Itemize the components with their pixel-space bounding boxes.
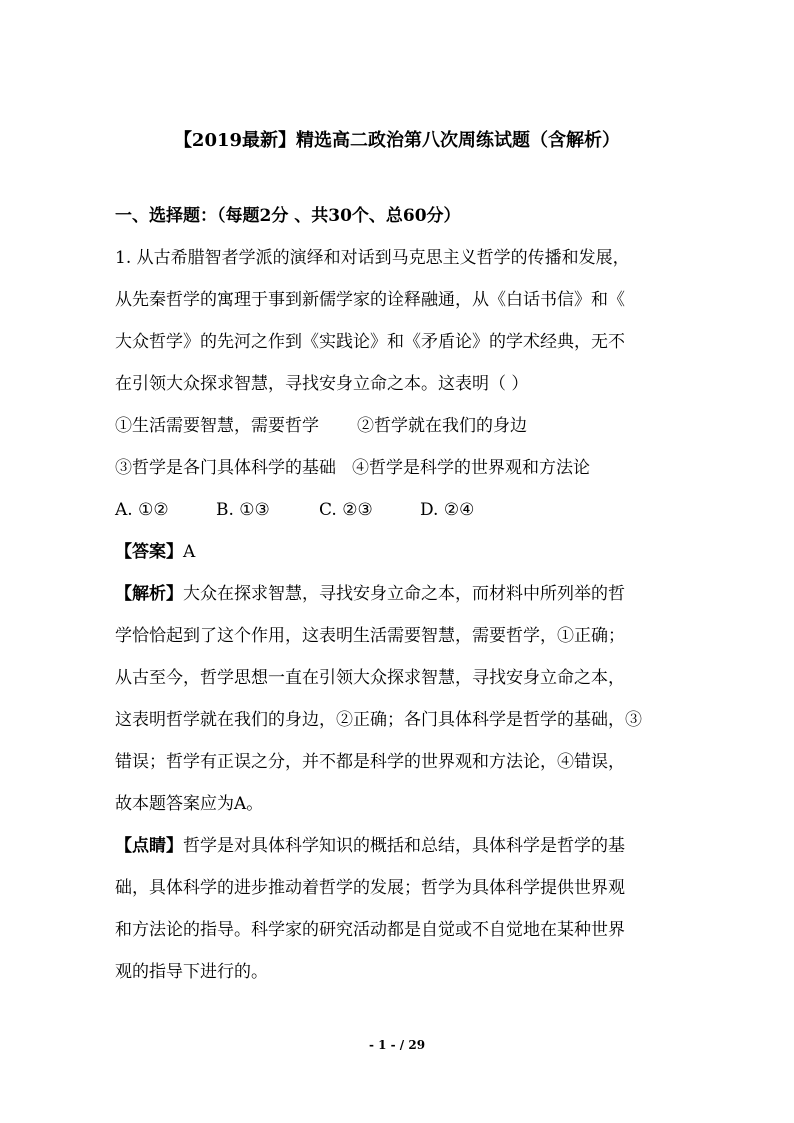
statement-4: ④哲学是科学的世界观和方法论 (352, 458, 590, 478)
commentary-line: 和方法论的指导。科学家的研究活动都是自觉或不自觉地在某种世界 (115, 920, 625, 940)
statement-1: ①生活需要智慧，需要哲学 (115, 416, 319, 436)
answer-label: 【答案】 (115, 542, 183, 562)
commentary-text: 哲学是对具体科学知识的概括和总结，具体科学是哲学的基 (183, 836, 625, 856)
option-a: A. ①② (115, 500, 169, 520)
analysis-line (115, 582, 625, 606)
options-row (115, 498, 474, 522)
question-line: 在引领大众探求智慧，寻找安身立命之本。这表明（ ） (115, 374, 529, 394)
commentary-label: 【点睛】 (115, 836, 183, 856)
analysis-line: 学恰恰起到了这个作用，这表明生活需要智慧，需要哲学，①正确； (115, 626, 625, 646)
question-line: 1. 从古希腊智者学派的演绎和对话到马克思主义哲学的传播和发展， (115, 248, 630, 268)
commentary-line: 观的指导下进行的。 (115, 962, 268, 982)
document-title: 【2019最新】精选高二政治第八次周练试题（含解析） (173, 130, 621, 151)
option-b: B. ①③ (216, 500, 270, 520)
question-line: 从先秦哲学的寓理于事到新儒学家的诠释融通，从《白话书信》和《 (115, 290, 625, 310)
question-line: 大众哲学》的先河之作到《实践论》和《矛盾论》的学术经典，无不 (115, 332, 625, 352)
statement-row (115, 414, 527, 438)
commentary-line (115, 834, 625, 858)
analysis-line: 故本题答案应为A。 (115, 794, 264, 814)
statement-3: ③哲学是各门具体科学的基础 (115, 458, 336, 478)
option-c: C. ②③ (319, 500, 373, 520)
analysis-label: 【解析】 (115, 584, 183, 604)
answer-value: A (183, 542, 196, 562)
commentary-line: 础，具体科学的进步推动着哲学的发展；哲学为具体科学提供世界观 (115, 878, 625, 898)
statement-2: ②哲学就在我们的身边 (357, 416, 527, 436)
option-d: D. ②④ (420, 500, 475, 520)
analysis-text: 大众在探求智慧，寻找安身立命之本，而材料中所列举的哲 (183, 584, 625, 604)
statement-row (115, 456, 590, 480)
page-number: - 1 - / 29 (368, 1038, 426, 1052)
section-heading: 一、选择题：（每题2分 、共30个、总60分） (115, 206, 461, 226)
answer-line (115, 540, 195, 564)
analysis-line: 这表明哲学就在我们的身边，②正确；各门具体科学是哲学的基础，③ (115, 710, 642, 730)
analysis-line: 从古至今，哲学思想一直在引领大众探求智慧，寻找安身立命之本， (115, 668, 625, 688)
analysis-line: 错误；哲学有正误之分，并不都是科学的世界观和方法论，④错误， (115, 752, 625, 772)
